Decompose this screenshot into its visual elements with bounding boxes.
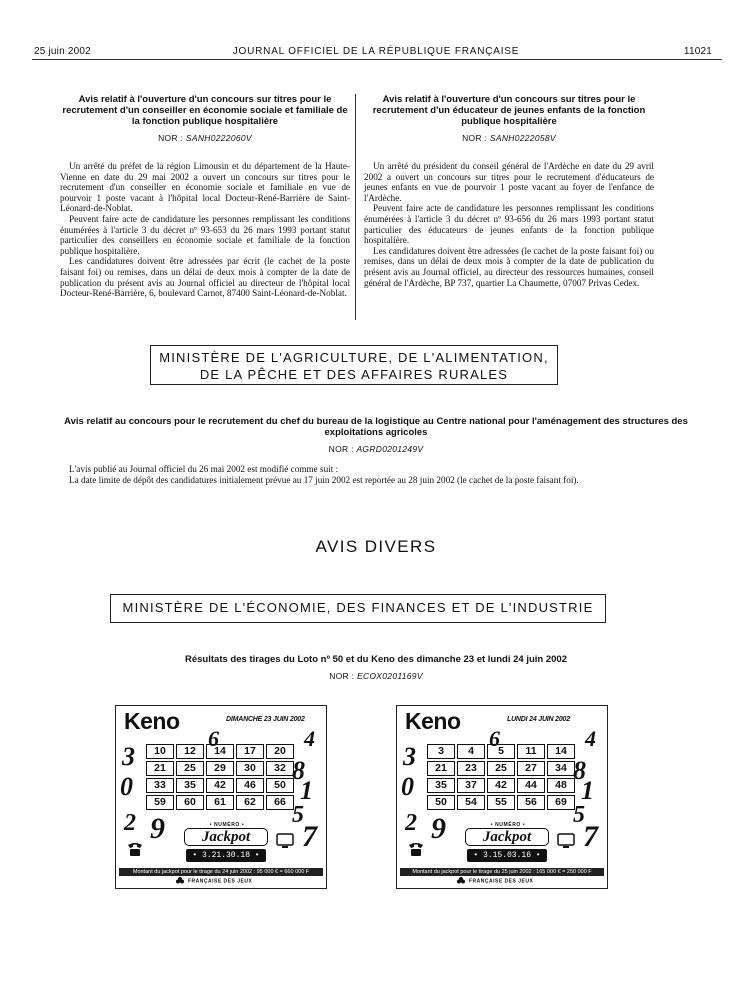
keno-number: 23 <box>457 761 485 776</box>
handwritten-digit-decoration: 2 <box>124 810 136 836</box>
notice-left <box>60 94 350 299</box>
keno-number: 4 <box>457 744 485 759</box>
keno-number: 54 <box>457 795 485 810</box>
jackpot-amount-banner: Montant du jackpot pour le tirage du 24 juin 2002 : 95 000 € = 660 000 F <box>119 868 323 876</box>
keno-number: 35 <box>427 778 455 793</box>
keno-number: 25 <box>487 761 515 776</box>
nor-label: NOR : <box>462 133 488 143</box>
nor-code: SANH0222058V <box>489 133 556 143</box>
handwritten-digit-decoration: 6 <box>208 726 219 751</box>
clover-icon <box>457 877 465 885</box>
keno-number: 32 <box>266 761 294 776</box>
ministry-agriculture-line-2: DE LA PÊCHE ET DES AFFAIRES RURALES <box>199 367 509 382</box>
keno-ticket-sunday <box>115 705 327 889</box>
keno-number: 69 <box>547 795 575 810</box>
header-page-number: 11021 <box>683 46 712 57</box>
handwritten-digit-decoration: 5 <box>292 802 304 828</box>
notice-left-para-1: Un arrêté du préfet de la région Limousin et du département de la Haute-Vienne en date du 29 mai 2002 a ouvert un concours sur titres pour le recrutement d'un conseiller en économie sociale et familiale en vue de pourvoir 1 poste vacant à l'hôpital local Docteur-René-Barrière de Saint-Léonard-de-Noblat. <box>60 161 350 214</box>
keno-logo: Keno <box>405 708 461 734</box>
keno-date: DIMANCHE 23 JUIN 2002 <box>226 716 305 723</box>
handwritten-digit-decoration: 9 <box>431 812 446 845</box>
keno-number: 10 <box>146 744 174 759</box>
handwritten-digit-decoration: 6 <box>489 726 500 751</box>
keno-number: 25 <box>176 761 204 776</box>
jackpot-amount-banner: Montant du jackpot pour le tirage du 25 juin 2002 : 165 000 € = 250 000 F <box>400 868 604 876</box>
keno-number: 42 <box>487 778 515 793</box>
keno-number: 62 <box>236 795 264 810</box>
notice-loto <box>60 654 692 681</box>
handwritten-digit-decoration: 7 <box>302 820 317 853</box>
notice-left-nor <box>60 133 350 143</box>
keno-number: 20 <box>266 744 294 759</box>
section-title: AVIS DIVERS <box>315 537 437 556</box>
handwritten-digit-decoration: 9 <box>150 812 165 845</box>
keno-number: 14 <box>547 744 575 759</box>
nor-label: NOR : <box>158 133 184 143</box>
notice-agriculture-nor <box>60 444 692 454</box>
notice-agriculture-title: Avis relatif au concours pour le recrutement du chef du bureau de la logistique au Centre national pour l'aménagement des structures des exploitations agricoles <box>64 416 688 438</box>
keno-ticket-monday <box>396 705 608 889</box>
keno-number: 46 <box>236 778 264 793</box>
keno-logo: Keno <box>124 708 180 734</box>
keno-number: 33 <box>146 778 174 793</box>
keno-number: 44 <box>517 778 545 793</box>
nor-code: ECOX0201169V <box>356 671 423 681</box>
handwritten-digit-decoration: 8 <box>573 756 586 785</box>
jackpot-label: • NUMÉRO • <box>490 822 526 828</box>
keno-number: 17 <box>236 744 264 759</box>
keno-number: 37 <box>457 778 485 793</box>
notice-left-title: Avis relatif à l'ouverture d'un concours sur titres pour le recrutement d'un conseiller en économie sociale et familiale de la fonction publique hospitalière <box>62 94 348 127</box>
nor-label: NOR : <box>329 671 355 681</box>
handwritten-digit-decoration: 1 <box>581 776 594 805</box>
jackpot-word: Jackpot <box>184 828 268 846</box>
ministry-economy-line-1: MINISTÈRE DE L'ÉCONOMIE, DES FINANCES ET DE L'INDUSTRIE <box>122 600 594 615</box>
keno-number: 34 <box>547 761 575 776</box>
nor-code: AGRD0201249V <box>356 444 424 454</box>
handwritten-digit-decoration: 1 <box>300 776 313 805</box>
jackpot-number: • 3.15.03.16 • <box>467 849 547 862</box>
keno-number: 42 <box>206 778 234 793</box>
handwritten-digit-decoration: 0 <box>120 772 133 801</box>
television-icon <box>557 832 575 850</box>
handwritten-digit-decoration: 4 <box>585 726 596 751</box>
ministry-economy-box <box>110 594 606 623</box>
clover-icon <box>176 877 184 885</box>
keno-number: 12 <box>176 744 204 759</box>
ministry-agriculture-line-1: MINISTÈRE DE L'AGRICULTURE, DE L'ALIMENTATION, <box>159 350 549 365</box>
jackpot-number: • 3.21.30.18 • <box>186 849 266 862</box>
keno-number: 50 <box>427 795 455 810</box>
keno-number: 55 <box>487 795 515 810</box>
keno-number: 66 <box>266 795 294 810</box>
keno-number: 50 <box>266 778 294 793</box>
nor-label: NOR : <box>328 444 354 454</box>
telephone-icon <box>126 840 144 858</box>
jackpot-word: Jackpot <box>465 828 549 846</box>
keno-number: 5 <box>487 744 515 759</box>
fdj-label: FRANÇAISE DES JEUX <box>469 878 534 885</box>
keno-number: 29 <box>206 761 234 776</box>
keno-number-grid <box>146 744 294 810</box>
keno-number: 48 <box>547 778 575 793</box>
keno-number: 14 <box>206 744 234 759</box>
handwritten-digit-decoration: 7 <box>583 820 598 853</box>
fdj-brand <box>457 877 567 885</box>
handwritten-digit-decoration: 0 <box>401 772 414 801</box>
notice-right-title: Avis relatif à l'ouverture d'un concours sur titres pour le recrutement d'un éducateur de jeunes enfants de la fonction publique hospitalière <box>372 94 646 127</box>
keno-number: 11 <box>517 744 545 759</box>
notice-loto-title: Résultats des tirages du Loto nº 50 et du Keno des dimanche 23 et lundi 24 juin 2002 <box>185 654 567 665</box>
handwritten-digit-decoration: 3 <box>403 742 416 771</box>
keno-number: 21 <box>427 761 455 776</box>
keno-number: 21 <box>146 761 174 776</box>
notice-agriculture-para-2: La date limite de dépôt des candidatures initialement prévue au 17 juin 2002 est reportée au 28 juin 2002 (le cachet de la poste faisant foi). <box>69 474 579 485</box>
fdj-brand <box>176 877 286 885</box>
keno-number: 59 <box>146 795 174 810</box>
television-icon <box>276 832 294 850</box>
notice-agriculture-para-1: L'avis publié au Journal officiel du 26 mai 2002 est modifié comme suit : <box>69 464 339 474</box>
notice-loto-nor <box>60 671 692 681</box>
handwritten-digit-decoration: 4 <box>304 726 315 751</box>
keno-number: 60 <box>176 795 204 810</box>
notice-left-para-3: Les candidatures doivent être adressées par écrit (le cachet de la poste faisant foi) ou remises, dans un délai de deux mois à compter de la date de publication du présent avis au Journal officiel au directeur de l'hôpital local Docteur-René-Barrière, 6, boulevard Carnot, 87400 Saint-Léonard-de-Noblat. <box>60 256 350 299</box>
notice-right-para-1: Un arrêté du président du conseil général de l'Ardèche en date du 29 avril 2002 a ouvert un concours sur titres pour le recrutement d'éducateurs de jeunes enfants en vue de pourvoir 1 poste vacant au foyer de l'enfance de l'Ardèche. <box>364 161 654 203</box>
keno-date: LUNDI 24 JUIN 2002 <box>507 716 570 723</box>
header-date: 25 juin 2002 <box>34 46 91 57</box>
keno-number: 27 <box>517 761 545 776</box>
jackpot-label: • NUMÉRO • <box>209 822 245 828</box>
notice-right <box>364 94 654 288</box>
notice-right-nor <box>364 133 654 143</box>
handwritten-digit-decoration: 2 <box>405 810 417 836</box>
notice-right-para-3: Les candidatures doivent être adressées (le cachet de la poste faisant foi) ou remises, dans un délai de deux mois à compter de la date de publication du présent avis au Journal officiel, au directeur des ressources humaines, conseil général de l'Ardèche, BP 737, quartier La Chaumette, 07007 Privas Cedex. <box>364 245 654 288</box>
column-divider <box>355 94 356 320</box>
handwritten-digit-decoration: 8 <box>292 756 305 785</box>
fdj-label: FRANÇAISE DES JEUX <box>188 878 253 885</box>
notice-left-para-2: Peuvent faire acte de candidature les personnes remplissant les conditions énumérées à l'article 3 du décret nº 93-653 du 26 mars 1993 portant statut particulier des conseillers en économie sociale et familiale de la fonction publique hospitalière. <box>60 213 350 256</box>
handwritten-digit-decoration: 5 <box>573 802 585 828</box>
keno-number: 35 <box>176 778 204 793</box>
keno-number: 3 <box>427 744 455 759</box>
handwritten-digit-decoration: 3 <box>122 742 135 771</box>
keno-number: 30 <box>236 761 264 776</box>
telephone-icon <box>407 840 425 858</box>
notice-right-para-2: Peuvent faire acte de candidature les personnes remplissant les conditions énumérées à l'article 3 du décret nº 93-656 du 26 mars 1993 portant statut particulier des éducateurs de jeunes enfants de la fonction publique hospitalière. <box>364 203 654 246</box>
nor-code: SANH0222060V <box>185 133 252 143</box>
notice-agriculture <box>60 416 692 486</box>
keno-number-grid <box>427 744 575 810</box>
ministry-agriculture-box <box>150 345 558 385</box>
header-rule <box>32 59 722 60</box>
jackpot-box <box>463 822 553 868</box>
keno-number: 61 <box>206 795 234 810</box>
jackpot-box <box>182 822 272 868</box>
keno-number: 56 <box>517 795 545 810</box>
header-journal-title: JOURNAL OFFICIEL DE LA RÉPUBLIQUE FRANÇAISE <box>232 46 520 57</box>
